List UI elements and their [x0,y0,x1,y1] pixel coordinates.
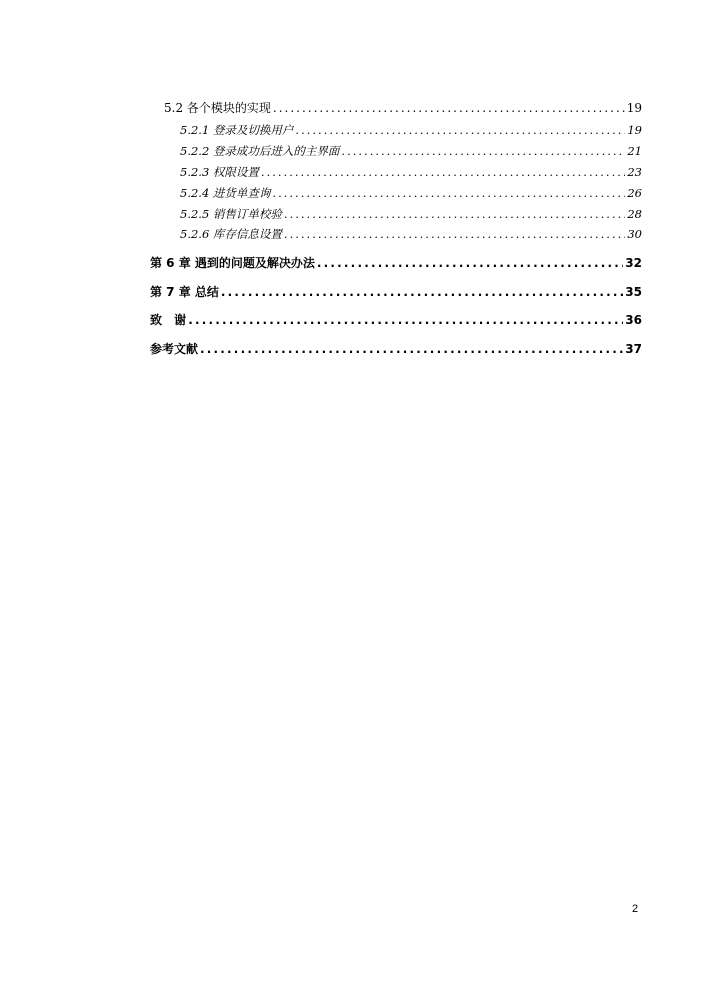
page-number: 2 [632,903,639,915]
dot-leader [200,342,623,356]
toc-entry-page: 19 [627,123,642,137]
dot-leader [295,123,625,137]
toc-entry-title: 5.2.6 库存信息设置 [180,227,282,241]
toc-entry-page: 23 [627,165,642,179]
toc-entry-title: 5.2.1 登录及切换用户 [180,123,294,137]
toc-entry-title: 第 7 章 总结 [150,285,219,299]
toc-entry-title: 参考文献 [150,342,199,356]
toc-entry-page: 32 [625,256,642,270]
toc-entry-title: 5.2.4 进货单查询 [180,186,271,200]
toc-entry-page: 21 [627,144,642,158]
dot-leader [273,101,625,115]
toc-entry-title: 5.2.2 登录成功后进入的主界面 [180,144,340,158]
toc-entry-5-2-3[interactable] [180,165,642,179]
toc-entry-title: 5.2 各个模块的实现 [164,101,271,115]
dot-leader [341,144,625,158]
toc-entry-page: 30 [627,227,642,241]
toc-entry-page: 35 [625,285,642,299]
toc-entry-5-2-2[interactable] [180,144,642,158]
toc-entry-5-2-5[interactable] [180,207,642,221]
toc-entry-page: 19 [626,101,642,115]
toc-entry-5-2-6[interactable] [180,227,642,241]
toc-entry-page: 26 [627,186,642,200]
dot-leader [188,313,623,327]
dot-leader [284,227,625,241]
toc-entry-acknowledgements[interactable] [150,313,642,327]
dot-leader [317,256,623,270]
toc-entry-chapter-7[interactable] [150,285,642,299]
toc-entry-page: 36 [625,313,642,327]
toc-entry-page: 37 [625,342,642,356]
toc-entry-5-2[interactable] [164,101,642,115]
dot-leader [284,207,625,221]
toc-entry-references[interactable] [150,342,642,356]
toc-entry-5-2-1[interactable] [180,123,642,137]
toc-entry-title: 第 6 章 遇到的问题及解决办法 [150,256,315,270]
dot-leader [221,285,623,299]
dot-leader [261,165,625,179]
toc-entry-chapter-6[interactable] [150,256,642,270]
dot-leader [272,186,625,200]
toc-entry-title: 致 谢 [150,313,187,327]
toc-entry-5-2-4[interactable] [180,186,642,200]
toc-entry-page: 28 [627,207,642,221]
toc-entry-title: 5.2.5 销售订单校验 [180,207,282,221]
toc-entry-title: 5.2.3 权限设置 [180,165,259,179]
